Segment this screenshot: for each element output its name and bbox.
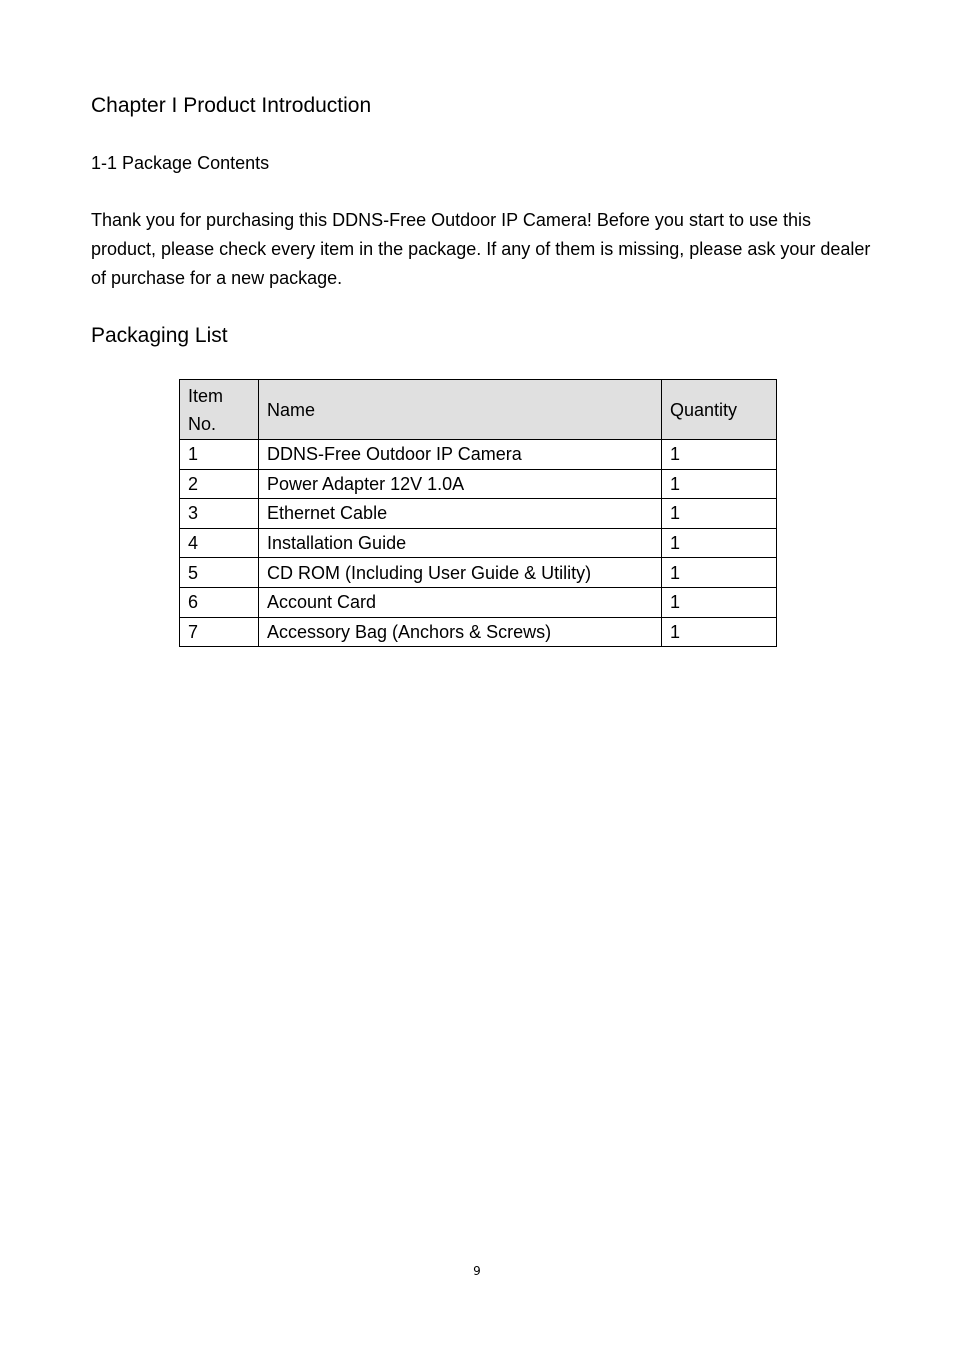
cell-quantity: 1 bbox=[662, 469, 777, 499]
cell-quantity: 1 bbox=[662, 617, 777, 647]
cell-item-no: 7 bbox=[180, 617, 259, 647]
packaging-list-title: Packaging List bbox=[91, 324, 228, 347]
intro-paragraph: Thank you for purchasing this DDNS-Free Outdoor IP Camera! Before you start to use this product, please check every item in the package. If any of them is missing, please ask your dealer of purchase for a new package. bbox=[91, 210, 871, 288]
cell-name: Accessory Bag (Anchors & Screws) bbox=[259, 617, 662, 647]
table-header-row bbox=[180, 380, 777, 440]
packaging-list-table bbox=[179, 379, 777, 647]
header-item-no: Item No. bbox=[180, 380, 259, 440]
cell-item-no: 4 bbox=[180, 528, 259, 558]
cell-quantity: 1 bbox=[662, 499, 777, 529]
header-name: Name bbox=[259, 380, 662, 440]
cell-name: Installation Guide bbox=[259, 528, 662, 558]
cell-quantity: 1 bbox=[662, 528, 777, 558]
section-title: 1-1 Package Contents bbox=[91, 153, 270, 173]
table-row bbox=[180, 617, 777, 647]
cell-item-no: 1 bbox=[180, 440, 259, 470]
cell-name: DDNS-Free Outdoor IP Camera bbox=[259, 440, 662, 470]
cell-name: Power Adapter 12V 1.0A bbox=[259, 469, 662, 499]
table-row bbox=[180, 558, 777, 588]
cell-item-no: 3 bbox=[180, 499, 259, 529]
cell-item-no: 2 bbox=[180, 469, 259, 499]
cell-name: CD ROM (Including User Guide & Utility) bbox=[259, 558, 662, 588]
page-number: 9 bbox=[473, 1264, 481, 1278]
cell-item-no: 5 bbox=[180, 558, 259, 588]
table-row bbox=[180, 528, 777, 558]
table-row bbox=[180, 469, 777, 499]
cell-item-no: 6 bbox=[180, 587, 259, 617]
chapter-title: Chapter I Product Introduction bbox=[91, 94, 372, 117]
cell-name: Ethernet Cable bbox=[259, 499, 662, 529]
cell-quantity: 1 bbox=[662, 558, 777, 588]
table-row bbox=[180, 440, 777, 470]
cell-quantity: 1 bbox=[662, 587, 777, 617]
cell-quantity: 1 bbox=[662, 440, 777, 470]
header-quantity: Quantity bbox=[662, 380, 777, 440]
table-row bbox=[180, 499, 777, 529]
table-row bbox=[180, 587, 777, 617]
cell-name: Account Card bbox=[259, 587, 662, 617]
